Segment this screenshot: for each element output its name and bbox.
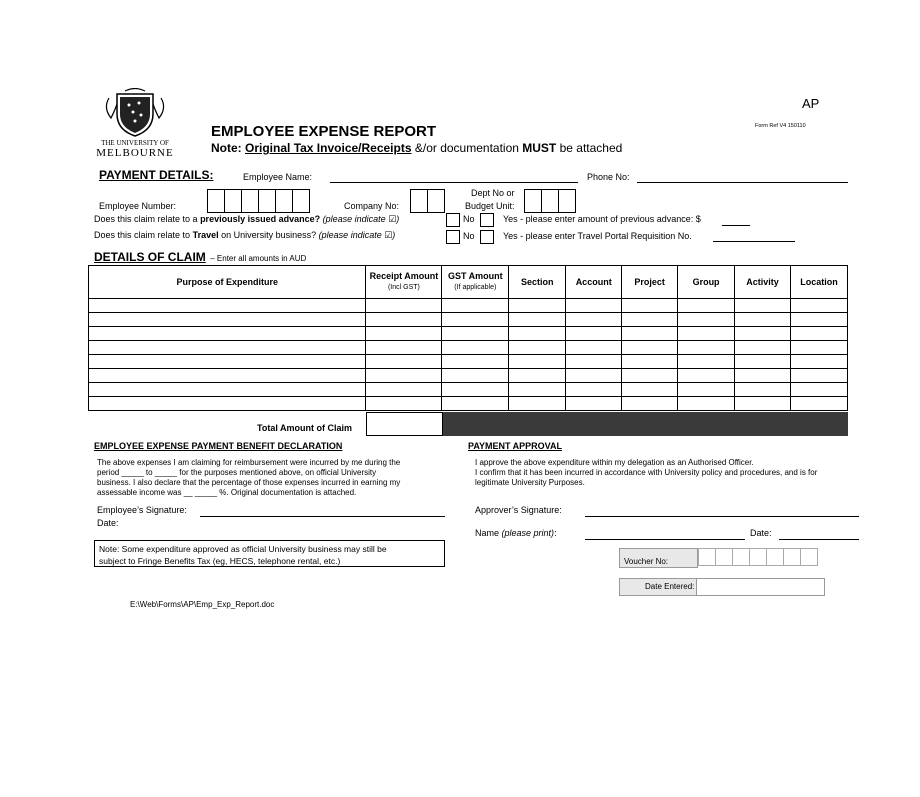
date-entered-field[interactable] [696,578,825,596]
claim-cell[interactable] [622,341,678,355]
travel-question: Does this claim relate to Travel on University business? (please indicate ☑) [94,230,396,240]
claim-cell[interactable] [622,327,678,341]
note-underlined: Original Tax Invoice/Receipts [245,141,412,155]
advance-no-label: No [463,214,475,224]
claim-cell[interactable] [509,369,566,383]
claim-cell[interactable] [442,383,509,397]
claim-cell[interactable] [790,327,847,341]
claim-cell[interactable] [566,355,622,369]
claim-cell[interactable] [735,383,791,397]
claim-cell[interactable] [366,327,442,341]
page-title: EMPLOYEE EXPENSE REPORT [211,123,437,140]
claim-cell[interactable] [622,383,678,397]
phone-label: Phone No: [587,172,630,182]
phone-field[interactable] [637,182,848,183]
travel-checkbox-1[interactable] [446,230,460,244]
claim-row [89,299,848,313]
total-amount-field[interactable] [366,412,443,436]
claim-cell[interactable] [735,327,791,341]
claim-cell[interactable] [566,397,622,411]
note-label: Note: [211,141,242,155]
dept-budget-field[interactable] [524,189,575,213]
column-header-5: Project [622,266,678,299]
claim-cell[interactable] [678,369,735,383]
dept-label: Dept No or [471,188,515,198]
travel-requisition-field[interactable] [713,241,795,242]
claim-cell[interactable] [366,299,442,313]
approver-name-field[interactable] [585,539,745,540]
claim-cell[interactable] [366,355,442,369]
column-header-7: Activity [735,266,791,299]
advance-checkbox-1[interactable] [446,213,460,227]
claim-cell[interactable] [735,369,791,383]
claim-cell[interactable] [442,341,509,355]
approver-signature-label: Approver’s Signature: [475,505,562,515]
claim-row [89,341,848,355]
claim-cell[interactable] [366,369,442,383]
claim-cell[interactable] [678,327,735,341]
employee-number-label: Employee Number: [99,201,177,211]
claim-cell[interactable] [509,383,566,397]
university-logo [95,88,175,160]
total-label: Total Amount of Claim [257,423,352,433]
approver-name-label: Name (please print): [475,528,557,538]
claim-row [89,369,848,383]
claim-cell[interactable] [678,397,735,411]
claim-cell[interactable] [790,383,847,397]
column-header-4: Account [566,266,622,299]
travel-no-label: No [463,231,475,241]
employee-date-label: Date: [97,518,119,528]
claim-cell[interactable] [678,341,735,355]
claim-cell[interactable] [735,355,791,369]
declaration-text: The above expenses I am claiming for reimbursement were incurred by me during the period _____ to _____ for the purposes mentioned above, on official University business. I also declare that the percentage of those expenses incurred in earning my assessable income was __ _____ %. Original documentation is attached. [97,458,401,497]
claim-cell[interactable] [442,327,509,341]
claim-cell[interactable] [509,327,566,341]
date-entered-label-box: Date Entered: [619,578,697,596]
claim-cell[interactable] [678,313,735,327]
university-line1: THE UNIVERSITY OF [101,139,169,147]
check-icon: ☑) [388,214,400,224]
claim-cell[interactable] [566,383,622,397]
advance-question: Does this claim relate to a previously issued advance? (please indicate ☑) [94,214,400,224]
voucher-number-field[interactable] [698,548,817,566]
claim-cell[interactable] [366,383,442,397]
claim-cell[interactable] [622,313,678,327]
column-header-3: Section [509,266,566,299]
claim-cell[interactable] [566,341,622,355]
claim-cell[interactable] [366,397,442,411]
employee-signature-field[interactable] [200,516,445,517]
voucher-label-box: Voucher No: [619,548,698,568]
note-end: be attached [559,141,623,155]
claim-cell[interactable] [622,397,678,411]
employee-name-label: Employee Name: [243,172,313,182]
claim-cell[interactable] [790,299,847,313]
claim-cell[interactable] [790,341,847,355]
claim-cell[interactable] [442,369,509,383]
ap-code: AP [802,96,820,111]
approver-date-label: Date: [750,528,772,538]
note-must: MUST [522,141,557,155]
university-line2: MELBOURNE [96,147,174,159]
claim-cell[interactable] [366,313,442,327]
travel-checkbox-2[interactable] [480,230,494,244]
claim-cell[interactable] [566,327,622,341]
column-header-1: Receipt Amount (Incl GST) [366,266,442,299]
claim-cell[interactable] [442,299,509,313]
approval-text: I approve the above expenditure within my delegation as an Authorised Officer. I confirm that it has been incurred in accordance with University policy and procedures, and is for legitimate University Purposes. [475,458,818,487]
column-header-8: Location [790,266,847,299]
claim-cell[interactable] [566,369,622,383]
claim-cell[interactable] [735,313,791,327]
employee-number-field[interactable] [207,189,309,213]
claim-cell[interactable] [89,397,366,411]
column-header-2: GST Amount (If applicable) [442,266,509,299]
claim-cell[interactable] [678,299,735,313]
company-label: Company No: [344,201,400,211]
claim-cell[interactable] [442,397,509,411]
claim-cell[interactable] [89,341,366,355]
column-header-0: Purpose of Expenditure [89,266,366,299]
claim-cell[interactable] [509,313,566,327]
budget-label: Budget Unit: [465,201,515,211]
employee-name-field[interactable] [330,182,578,183]
claim-cell[interactable] [509,341,566,355]
claim-header-row [89,266,848,299]
claim-cell[interactable] [622,355,678,369]
claim-row [89,313,848,327]
advance-amount-field[interactable] [722,225,750,226]
claim-cell[interactable] [735,341,791,355]
claim-cell[interactable] [89,299,366,313]
claim-cell[interactable] [89,313,366,327]
crest-icon [95,88,175,138]
advance-yes-label: Yes - please enter amount of previous advance: $ [503,214,701,224]
claim-cell[interactable] [790,397,847,411]
claim-cell[interactable] [89,369,366,383]
claim-cell[interactable] [89,383,366,397]
claim-cell[interactable] [509,299,566,313]
claim-cell[interactable] [442,313,509,327]
claim-cell[interactable] [678,355,735,369]
claim-row [89,327,848,341]
employee-signature-label: Employee’s Signature: [97,505,187,515]
company-number-field[interactable] [410,189,444,213]
form-ref: Form Ref V4 150110 [755,123,806,129]
claim-cell[interactable] [442,355,509,369]
claim-cell[interactable] [735,299,791,313]
column-header-6: Group [678,266,735,299]
claim-cell[interactable] [622,299,678,313]
file-path: E:\Web\Forms\AP\Emp_Exp_Report.doc [130,600,275,609]
note-mid: &/or documentation [414,141,519,155]
fbt-note: Note: Some expenditure approved as official University business may still be subject to Fringe Benefits Tax (eg, HECS, telephone rental, etc.) [94,540,445,567]
approval-heading: PAYMENT APPROVAL [468,441,563,451]
claim-cell[interactable] [678,383,735,397]
shaded-area [443,412,848,436]
approver-date-field[interactable] [779,539,859,540]
claim-cell[interactable] [366,341,442,355]
claim-row [89,397,848,411]
claim-cell[interactable] [790,355,847,369]
advance-checkbox-2[interactable] [480,213,494,227]
attachment-note [211,141,622,155]
claim-cell[interactable] [509,397,566,411]
claim-row [89,383,848,397]
travel-yes-label: Yes - please enter Travel Portal Requisition No. [503,231,692,241]
claim-cell[interactable] [89,327,366,341]
claim-cell[interactable] [509,355,566,369]
claim-table [88,265,848,411]
claim-cell[interactable] [790,369,847,383]
claim-row [89,355,848,369]
claim-cell[interactable] [735,397,791,411]
declaration-heading: EMPLOYEE EXPENSE PAYMENT BENEFIT DECLARATION [94,441,343,451]
approver-signature-field[interactable] [585,516,859,517]
claim-cell[interactable] [790,313,847,327]
payment-details-heading: PAYMENT DETAILS: [99,168,214,182]
check-icon: ☑) [384,230,396,240]
claim-cell[interactable] [566,313,622,327]
claim-heading: DETAILS OF CLAIM – Enter all amounts in AUD [94,250,307,264]
claim-cell[interactable] [622,369,678,383]
claim-cell[interactable] [89,355,366,369]
claim-cell[interactable] [566,299,622,313]
